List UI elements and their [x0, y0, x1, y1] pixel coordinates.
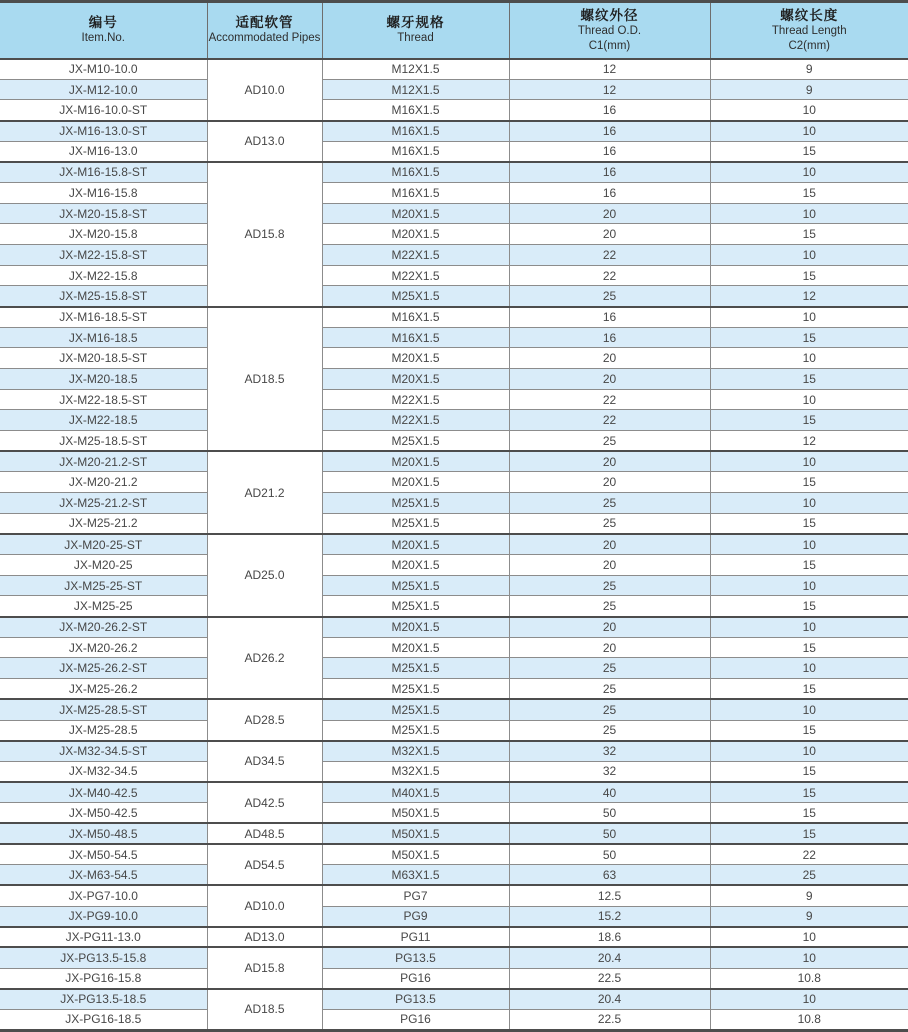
table-row — [0, 451, 908, 472]
col-header-item-no-en: Item.No. — [0, 31, 207, 46]
thread-cell: PG11 — [322, 927, 509, 948]
thread-cell: M25X1.5 — [322, 720, 509, 741]
spec-table-header — [0, 2, 908, 59]
thread-length-cell: 15 — [710, 410, 908, 431]
item-no-cell: JX-M40-42.5 — [0, 782, 207, 803]
thread-cell: M22X1.5 — [322, 245, 509, 266]
col-header-item-no-zh: 编号 — [0, 14, 207, 31]
thread-od-cell: 25 — [509, 720, 710, 741]
item-no-cell: JX-M22-15.8-ST — [0, 245, 207, 266]
item-no-cell: JX-M20-26.2 — [0, 637, 207, 658]
thread-length-cell: 15 — [710, 327, 908, 348]
thread-length-cell: 10 — [710, 307, 908, 328]
col-header-thread-zh: 螺牙规格 — [323, 14, 509, 31]
thread-od-cell: 20.4 — [509, 947, 710, 968]
table-row — [0, 658, 908, 679]
thread-length-cell: 10 — [710, 947, 908, 968]
table-row — [0, 472, 908, 493]
item-no-cell: JX-M16-18.5-ST — [0, 307, 207, 328]
table-row — [0, 720, 908, 741]
item-no-cell: JX-M12-10.0 — [0, 79, 207, 100]
thread-length-cell: 15 — [710, 369, 908, 390]
table-row — [0, 596, 908, 617]
thread-cell: M50X1.5 — [322, 823, 509, 844]
thread-od-cell: 20 — [509, 451, 710, 472]
thread-od-cell: 63 — [509, 865, 710, 886]
table-row — [0, 245, 908, 266]
table-row — [0, 803, 908, 824]
thread-od-cell: 20.4 — [509, 989, 710, 1010]
item-no-cell: JX-M32-34.5-ST — [0, 741, 207, 762]
col-header-item-no — [0, 2, 207, 59]
thread-cell: M16X1.5 — [322, 141, 509, 162]
thread-cell: M32X1.5 — [322, 741, 509, 762]
thread-od-cell: 25 — [509, 575, 710, 596]
thread-length-cell: 15 — [710, 782, 908, 803]
item-no-cell: JX-M63-54.5 — [0, 865, 207, 886]
thread-od-cell: 16 — [509, 100, 710, 121]
thread-cell: M22X1.5 — [322, 410, 509, 431]
thread-cell: M25X1.5 — [322, 431, 509, 452]
table-row — [0, 761, 908, 782]
table-row — [0, 141, 908, 162]
pipe-cell: AD10.0 — [207, 59, 322, 121]
thread-cell: PG9 — [322, 906, 509, 927]
thread-length-cell: 10 — [710, 989, 908, 1010]
item-no-cell: JX-M25-28.5 — [0, 720, 207, 741]
thread-cell: M16X1.5 — [322, 307, 509, 328]
thread-length-cell: 10 — [710, 203, 908, 224]
thread-cell: M20X1.5 — [322, 555, 509, 576]
thread-od-cell: 20 — [509, 534, 710, 555]
item-no-cell: JX-M25-21.2-ST — [0, 493, 207, 514]
thread-od-cell: 25 — [509, 513, 710, 534]
thread-cell: M25X1.5 — [322, 658, 509, 679]
thread-length-cell: 15 — [710, 679, 908, 700]
col-header-pipes — [207, 2, 322, 59]
thread-cell: M20X1.5 — [322, 224, 509, 245]
thread-length-cell: 15 — [710, 596, 908, 617]
thread-od-cell: 12 — [509, 79, 710, 100]
table-row — [0, 121, 908, 142]
table-row — [0, 59, 908, 80]
item-no-cell: JX-M20-25-ST — [0, 534, 207, 555]
thread-od-cell: 20 — [509, 369, 710, 390]
table-row — [0, 203, 908, 224]
thread-length-cell: 10 — [710, 534, 908, 555]
thread-cell: M12X1.5 — [322, 59, 509, 80]
thread-od-cell: 50 — [509, 803, 710, 824]
table-row — [0, 307, 908, 328]
thread-cell: M25X1.5 — [322, 699, 509, 720]
thread-od-cell: 20 — [509, 348, 710, 369]
table-row — [0, 865, 908, 886]
table-row — [0, 286, 908, 307]
thread-length-cell: 10 — [710, 389, 908, 410]
col-header-thread-od-sub: C1(mm) — [510, 39, 710, 54]
thread-length-cell: 12 — [710, 431, 908, 452]
item-no-cell: JX-M50-54.5 — [0, 844, 207, 865]
thread-cell: M20X1.5 — [322, 451, 509, 472]
thread-length-cell: 15 — [710, 761, 908, 782]
col-header-pipes-en: Accommodated Pipes — [208, 31, 322, 46]
table-row — [0, 844, 908, 865]
pipe-cell: AD28.5 — [207, 699, 322, 740]
thread-od-cell: 16 — [509, 327, 710, 348]
table-row — [0, 100, 908, 121]
thread-cell: M20X1.5 — [322, 534, 509, 555]
thread-cell: M16X1.5 — [322, 183, 509, 204]
table-row — [0, 1009, 908, 1030]
thread-cell: M63X1.5 — [322, 865, 509, 886]
thread-od-cell: 16 — [509, 307, 710, 328]
thread-length-cell: 10 — [710, 927, 908, 948]
thread-length-cell: 10 — [710, 699, 908, 720]
thread-od-cell: 16 — [509, 121, 710, 142]
item-no-cell: JX-M20-21.2 — [0, 472, 207, 493]
thread-od-cell: 12 — [509, 59, 710, 80]
thread-length-cell: 10 — [710, 741, 908, 762]
thread-cell: M25X1.5 — [322, 679, 509, 700]
table-row — [0, 823, 908, 844]
thread-cell: M20X1.5 — [322, 472, 509, 493]
item-no-cell: JX-M20-25 — [0, 555, 207, 576]
item-no-cell: JX-M20-26.2-ST — [0, 617, 207, 638]
thread-length-cell: 10 — [710, 451, 908, 472]
item-no-cell: JX-M25-26.2-ST — [0, 658, 207, 679]
table-row — [0, 534, 908, 555]
pipe-cell: AD48.5 — [207, 823, 322, 844]
col-header-thread-od — [509, 2, 710, 59]
item-no-cell: JX-M25-15.8-ST — [0, 286, 207, 307]
thread-length-cell: 10 — [710, 348, 908, 369]
item-no-cell: JX-M25-21.2 — [0, 513, 207, 534]
thread-length-cell: 9 — [710, 59, 908, 80]
table-row — [0, 741, 908, 762]
table-row — [0, 906, 908, 927]
thread-length-cell: 10 — [710, 162, 908, 183]
thread-od-cell: 20 — [509, 203, 710, 224]
col-header-thread-length-en: Thread Length — [711, 24, 908, 39]
item-no-cell: JX-M20-18.5-ST — [0, 348, 207, 369]
item-no-cell: JX-M20-15.8 — [0, 224, 207, 245]
table-row — [0, 989, 908, 1010]
thread-length-cell: 15 — [710, 637, 908, 658]
col-header-thread-length-zh: 螺纹长度 — [711, 7, 908, 24]
thread-length-cell: 15 — [710, 803, 908, 824]
item-no-cell: JX-M16-10.0-ST — [0, 100, 207, 121]
thread-od-cell: 16 — [509, 183, 710, 204]
thread-od-cell: 50 — [509, 844, 710, 865]
thread-od-cell: 40 — [509, 782, 710, 803]
thread-length-cell: 15 — [710, 513, 908, 534]
item-no-cell: JX-M25-25-ST — [0, 575, 207, 596]
pipe-cell: AD54.5 — [207, 844, 322, 885]
table-row — [0, 162, 908, 183]
thread-length-cell: 15 — [710, 141, 908, 162]
thread-od-cell: 15.2 — [509, 906, 710, 927]
thread-od-cell: 20 — [509, 472, 710, 493]
item-no-cell: JX-M16-13.0 — [0, 141, 207, 162]
thread-cell: PG16 — [322, 1009, 509, 1030]
thread-length-cell: 10 — [710, 121, 908, 142]
item-no-cell: JX-M25-28.5-ST — [0, 699, 207, 720]
item-no-cell: JX-M32-34.5 — [0, 761, 207, 782]
thread-length-cell: 15 — [710, 823, 908, 844]
thread-od-cell: 25 — [509, 431, 710, 452]
thread-od-cell: 16 — [509, 141, 710, 162]
thread-cell: PG16 — [322, 968, 509, 989]
thread-od-cell: 22.5 — [509, 968, 710, 989]
col-header-thread — [322, 2, 509, 59]
pipe-cell: AD21.2 — [207, 451, 322, 534]
thread-od-cell: 16 — [509, 162, 710, 183]
thread-cell: M16X1.5 — [322, 100, 509, 121]
item-no-cell: JX-M25-25 — [0, 596, 207, 617]
thread-cell: PG13.5 — [322, 989, 509, 1010]
thread-od-cell: 50 — [509, 823, 710, 844]
thread-length-cell: 15 — [710, 265, 908, 286]
thread-length-cell: 9 — [710, 906, 908, 927]
col-header-thread-en: Thread — [323, 31, 509, 46]
col-header-thread-length-sub: C2(mm) — [711, 39, 908, 54]
thread-cell: PG13.5 — [322, 947, 509, 968]
item-no-cell: JX-PG11-13.0 — [0, 927, 207, 948]
table-row — [0, 369, 908, 390]
thread-length-cell: 10 — [710, 493, 908, 514]
thread-cell: M16X1.5 — [322, 327, 509, 348]
thread-length-cell: 9 — [710, 79, 908, 100]
pipe-cell: AD13.0 — [207, 121, 322, 162]
pipe-cell: AD15.8 — [207, 947, 322, 988]
thread-cell: M20X1.5 — [322, 637, 509, 658]
thread-length-cell: 9 — [710, 885, 908, 906]
table-row — [0, 885, 908, 906]
pipe-cell: AD18.5 — [207, 307, 322, 452]
thread-od-cell: 25 — [509, 596, 710, 617]
thread-cell: M22X1.5 — [322, 389, 509, 410]
thread-od-cell: 32 — [509, 761, 710, 782]
item-no-cell: JX-PG16-15.8 — [0, 968, 207, 989]
thread-length-cell: 25 — [710, 865, 908, 886]
thread-cell: M20X1.5 — [322, 348, 509, 369]
spec-table-body — [0, 59, 908, 1031]
table-row — [0, 575, 908, 596]
item-no-cell: JX-PG13.5-15.8 — [0, 947, 207, 968]
thread-od-cell: 25 — [509, 493, 710, 514]
thread-od-cell: 22 — [509, 245, 710, 266]
thread-length-cell: 15 — [710, 720, 908, 741]
thread-length-cell: 15 — [710, 555, 908, 576]
table-row — [0, 431, 908, 452]
item-no-cell: JX-PG7-10.0 — [0, 885, 207, 906]
thread-od-cell: 32 — [509, 741, 710, 762]
thread-od-cell: 20 — [509, 224, 710, 245]
thread-cell: M25X1.5 — [322, 493, 509, 514]
table-row — [0, 782, 908, 803]
thread-cell: M16X1.5 — [322, 121, 509, 142]
item-no-cell: JX-M50-48.5 — [0, 823, 207, 844]
thread-length-cell: 15 — [710, 224, 908, 245]
table-row — [0, 679, 908, 700]
pipe-cell: AD15.8 — [207, 162, 322, 307]
table-row — [0, 265, 908, 286]
thread-cell: M20X1.5 — [322, 203, 509, 224]
table-row — [0, 927, 908, 948]
col-header-thread-od-en: Thread O.D. — [510, 24, 710, 39]
thread-cell: M25X1.5 — [322, 513, 509, 534]
item-no-cell: JX-M16-15.8-ST — [0, 162, 207, 183]
table-row — [0, 410, 908, 431]
item-no-cell: JX-M22-18.5-ST — [0, 389, 207, 410]
thread-cell: M25X1.5 — [322, 286, 509, 307]
thread-length-cell: 22 — [710, 844, 908, 865]
table-row — [0, 637, 908, 658]
thread-length-cell: 10 — [710, 245, 908, 266]
thread-length-cell: 10 — [710, 658, 908, 679]
pipe-cell: AD34.5 — [207, 741, 322, 782]
thread-cell: M16X1.5 — [322, 162, 509, 183]
thread-cell: M50X1.5 — [322, 844, 509, 865]
item-no-cell: JX-M22-15.8 — [0, 265, 207, 286]
pipe-cell: AD26.2 — [207, 617, 322, 700]
item-no-cell: JX-M25-18.5-ST — [0, 431, 207, 452]
thread-cell: M22X1.5 — [322, 265, 509, 286]
item-no-cell: JX-M16-18.5 — [0, 327, 207, 348]
thread-length-cell: 10 — [710, 617, 908, 638]
thread-od-cell: 20 — [509, 617, 710, 638]
col-header-thread-length — [710, 2, 908, 59]
thread-length-cell: 10 — [710, 575, 908, 596]
thread-cell: M12X1.5 — [322, 79, 509, 100]
table-row — [0, 79, 908, 100]
item-no-cell: JX-M50-42.5 — [0, 803, 207, 824]
thread-length-cell: 10.8 — [710, 1009, 908, 1030]
table-row — [0, 183, 908, 204]
thread-length-cell: 10 — [710, 100, 908, 121]
thread-cell: M40X1.5 — [322, 782, 509, 803]
pipe-cell: AD25.0 — [207, 534, 322, 617]
item-no-cell: JX-PG13.5-18.5 — [0, 989, 207, 1010]
header-row — [0, 2, 908, 59]
table-row — [0, 493, 908, 514]
item-no-cell: JX-M25-26.2 — [0, 679, 207, 700]
thread-od-cell: 22 — [509, 265, 710, 286]
thread-od-cell: 22 — [509, 410, 710, 431]
item-no-cell: JX-M20-18.5 — [0, 369, 207, 390]
thread-cell: M32X1.5 — [322, 761, 509, 782]
thread-length-cell: 12 — [710, 286, 908, 307]
item-no-cell: JX-PG9-10.0 — [0, 906, 207, 927]
item-no-cell: JX-M22-18.5 — [0, 410, 207, 431]
table-row — [0, 348, 908, 369]
table-row — [0, 699, 908, 720]
thread-od-cell: 25 — [509, 679, 710, 700]
thread-length-cell: 15 — [710, 183, 908, 204]
thread-cell: M20X1.5 — [322, 617, 509, 638]
item-no-cell: JX-M20-21.2-ST — [0, 451, 207, 472]
thread-od-cell: 25 — [509, 286, 710, 307]
thread-cell: M50X1.5 — [322, 803, 509, 824]
thread-od-cell: 12.5 — [509, 885, 710, 906]
thread-od-cell: 22.5 — [509, 1009, 710, 1030]
table-row — [0, 327, 908, 348]
thread-length-cell: 10.8 — [710, 968, 908, 989]
thread-cell: PG7 — [322, 885, 509, 906]
item-no-cell: JX-PG16-18.5 — [0, 1009, 207, 1030]
item-no-cell: JX-M16-15.8 — [0, 183, 207, 204]
thread-od-cell: 18.6 — [509, 927, 710, 948]
item-no-cell: JX-M10-10.0 — [0, 59, 207, 80]
table-row — [0, 513, 908, 534]
table-row — [0, 947, 908, 968]
col-header-pipes-zh: 适配软管 — [208, 14, 322, 31]
thread-od-cell: 20 — [509, 555, 710, 576]
item-no-cell: JX-M20-15.8-ST — [0, 203, 207, 224]
thread-od-cell: 25 — [509, 699, 710, 720]
table-row — [0, 555, 908, 576]
thread-od-cell: 25 — [509, 658, 710, 679]
thread-cell: M25X1.5 — [322, 575, 509, 596]
pipe-cell: AD42.5 — [207, 782, 322, 823]
table-row — [0, 389, 908, 410]
pipe-cell: AD10.0 — [207, 885, 322, 926]
col-header-thread-od-zh: 螺纹外径 — [510, 7, 710, 24]
thread-cell: M25X1.5 — [322, 596, 509, 617]
item-no-cell: JX-M16-13.0-ST — [0, 121, 207, 142]
table-row — [0, 617, 908, 638]
table-row — [0, 224, 908, 245]
thread-od-cell: 20 — [509, 637, 710, 658]
thread-length-cell: 15 — [710, 472, 908, 493]
table-row — [0, 968, 908, 989]
thread-cell: M20X1.5 — [322, 369, 509, 390]
thread-od-cell: 22 — [509, 389, 710, 410]
pipe-cell: AD13.0 — [207, 927, 322, 948]
pipe-cell: AD18.5 — [207, 989, 322, 1030]
